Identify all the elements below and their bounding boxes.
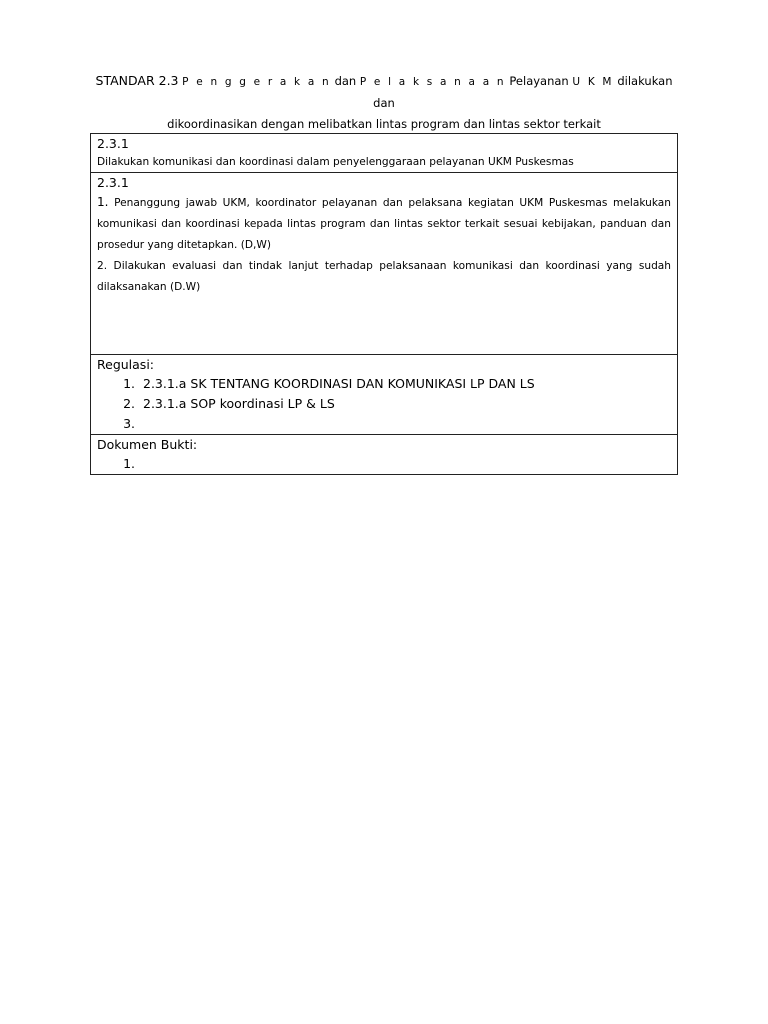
elements-row [91, 173, 678, 355]
standard-table [90, 133, 678, 475]
elements-code: 2.3.1 [97, 175, 129, 190]
bukti-list [97, 454, 671, 474]
heading-spaced-pelaksanaan: P e l a k s a n a a n [359, 76, 506, 88]
heading-spaced-ukm: U K M [572, 76, 614, 88]
standard-heading [92, 70, 676, 135]
elements-cell [91, 173, 678, 355]
bukti-cell [91, 435, 678, 475]
criteria-text: Dilakukan komunikasi dan koordinasi dalam penyelenggaraan pelayanan UKM Puskesmas [97, 156, 574, 168]
bukti-label: Dokumen Bukti: [97, 437, 198, 452]
regulasi-item: 1. 2.3.1.a SK TENTANG KOORDINASI DAN KOMUNIKASI LP DAN LS [139, 374, 671, 394]
bukti-item [139, 454, 671, 474]
heading-rest: dilakukan dan [373, 74, 673, 110]
criteria-cell [91, 134, 678, 173]
regulasi-cell [91, 355, 678, 435]
heading-word-pelayanan: Pelayanan [509, 74, 569, 88]
heading-spaced-penggerakan: P e n g g e r a k a n [182, 76, 331, 88]
standard-number: STANDAR 2.3 [95, 73, 179, 88]
element-item-2: 2. Dilakukan evaluasi dan tindak lanjut terhadap pelaksanaan komunikasi dan koordinasi yang sudah dilaksanakan (D.W) [97, 260, 671, 293]
regulasi-row [91, 355, 678, 435]
element-item-1 [97, 192, 671, 256]
heading-line-2: dikoordinasikan dengan melibatkan lintas program dan lintas sektor terkait [167, 117, 601, 131]
heading-line-1 [92, 70, 676, 114]
element-item-1-number: 1. [97, 195, 109, 209]
bukti-row [91, 435, 678, 475]
regulasi-label: Regulasi: [97, 357, 155, 372]
regulasi-item [139, 414, 671, 434]
element-item-1-text: Penanggung jawab UKM, koordinator pelayanan dan pelaksana kegiatan UKM Puskesmas melakukan komunikasi dan koordinasi kepada lintas program dan lintas sektor terkait sesuai kebijakan, panduan dan prosedur yang ditetapkan. (D,W) [97, 197, 672, 251]
regulasi-item: 2. 2.3.1.a SOP koordinasi LP & LS [139, 394, 671, 414]
regulasi-list [97, 374, 671, 434]
criteria-row [91, 134, 678, 173]
heading-word-dan: dan [334, 74, 357, 88]
criteria-code: 2.3.1 [97, 136, 129, 151]
